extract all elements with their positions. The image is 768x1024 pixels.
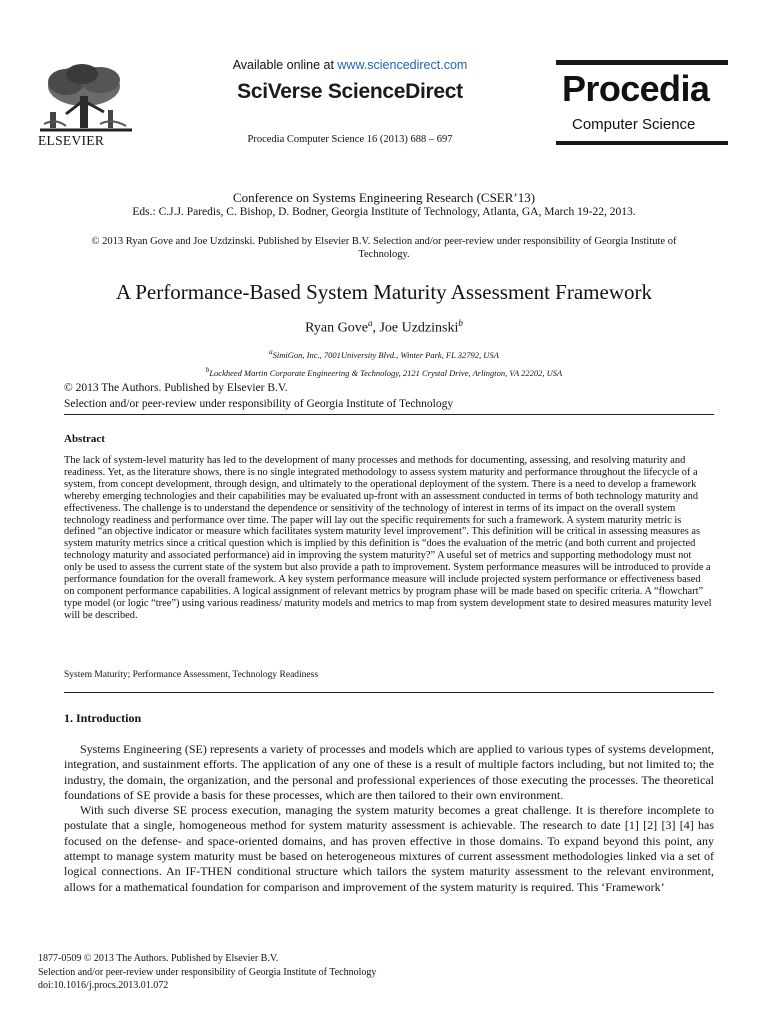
abstract-body xyxy=(64,455,712,622)
author-list xyxy=(40,318,728,337)
platform-name: SciVerse ScienceDirect xyxy=(237,80,463,103)
abstract-paragraph: The lack of system-level maturity has led to the development of many processes and methods for documenting, assessing, and resolving maturity and readiness. Yet, as the literature shows, there is no single integrated methodology to assess system maturity and performance throughout the lifecycle of a system, from concept development, through design, and ultimately to the operational deployment of the system. There is a need to develop a framework whereby emerging technologies and their capabilities may be evaluated up-front with an assessment conducted in terms of both technology maturity and effectiveness. The challenge is to understand the dependence or sensitivity of the technology of interest in terms of its impact on the overall system technology readiness and performance over time. The paper will lay out the specific requirements for such a framework. A system maturity metric is defined “an objective indicator or measure which facilitates system maturity level improvement”. This definition will be critical in assessing measures as system maturity metrics since a critical question which is implied by this definition is “does the evaluation of the metric (and both current and projected technology maturity and associated performance) aid in improving the system maturity?” A useful set of metrics and supporting methodology must not only be used to assess the current state of the system but also provide a path to improvement. System performance measures will be introduced to provide a performance foundation for the overall framework. A key system performance measure will include projected system performance or effectiveness based on component performance capabilities. A logical assignment of relevant metrics by program phase will be made based on specific criteria. A “flowchart” type model (or logic “tree”) using various readiness/ maturity models and metrics to map from system development state to desired measures maturity level will be described. xyxy=(64,455,712,621)
affiliation-mark: b xyxy=(205,366,210,374)
brand-bottom-rule xyxy=(556,141,728,145)
footer-issn: 1877-0509 © 2013 The Authors. Published by Elsevier B.V. xyxy=(38,953,279,964)
conference-name: Conference on Systems Engineering Research (CSER’13) xyxy=(232,190,536,205)
author-separator: , xyxy=(372,320,380,336)
available-prefix: Available online at xyxy=(232,58,338,72)
author-affiliation-mark: b xyxy=(458,318,463,328)
keywords: System Maturity; Performance Assessment, Technology Readiness xyxy=(64,670,319,680)
footer-doi[interactable]: doi:10.1016/j.procs.2013.01.072 xyxy=(38,980,169,992)
procedia-subtitle: Computer Science xyxy=(572,116,696,133)
section-heading-introduction: 1. Introduction xyxy=(64,711,142,725)
author-name: Ryan Gove xyxy=(305,320,368,336)
brand-top-rule xyxy=(556,60,728,65)
affiliation-text: SimiGon, Inc., 7001University Blvd., Winter Park, FL 32792, USA xyxy=(272,349,499,360)
authors-copyright: © 2013 The Authors. Published by Elsevier B.V. xyxy=(64,382,288,394)
footer-peer-review: Selection and/or peer-review under responsibility of Georgia Institute of Technology xyxy=(38,966,377,978)
sciencedirect-link[interactable]: www.sciencedirect.com xyxy=(337,58,468,72)
affiliation-mark: a xyxy=(269,348,273,356)
intro-paragraph: Systems Engineering (SE) represents a variety of processes and models which are applied to various types of systems development, integration, and sustainment efforts. The application of any one of these is a result of multiple factors including, but not limited to; the industry, the domain, the organization, and the personal and professional experiences of those executing the processes. The theoretical foundations of SE provide a basis for these processes, which are then tailored to their own environment. xyxy=(64,742,714,802)
peer-review-statement: Selection and/or peer-review under responsibility of Georgia Institute of Technology xyxy=(64,398,454,410)
affiliation-text: Lockheed Martin Corporate Engineering & Technology, 2121 Crystal Drive, Arlington, VA 22202, USA xyxy=(209,367,563,378)
abstract-heading: Abstract xyxy=(64,433,105,445)
affiliation-b xyxy=(40,366,728,378)
author-affiliation-mark: a xyxy=(367,318,373,328)
paper-title: A Performance-Based System Maturity Assessment Framework xyxy=(116,280,652,304)
page-footer xyxy=(38,952,376,993)
divider xyxy=(64,692,714,693)
divider xyxy=(64,414,714,415)
conference-copyright: © 2013 Ryan Gove and Joe Uzdzinski. Published by Elsevier B.V. Selection and/or peer-review under responsibility of Georgia Institute of Technology. xyxy=(91,236,677,260)
journal-reference: Procedia Computer Science 16 (2013) 688 – 697 xyxy=(247,134,453,145)
intro-paragraph: With such diverse SE process execution, managing the system maturity becomes a great challenge. It is therefore incomplete to postulate that a single, homogeneous method for system maturity assessment is achievable. The research to date [1] [2] [3] [4] has focused on the defense- and space-oriented domains, and has proven effective in those domains. To expand beyond this point, any attempt to manage system maturity must be based on heterogeneous mixtures of current assessment methodologies linked via a set of logical connections. An IF-THEN conditional structure which tailors the system maturity assessment to the relevant environment, allows for a mathematical foundation for comparison and improvement of the system maturity is required. This ‘Framework’ xyxy=(64,803,714,894)
procedia-logo: Procedia xyxy=(562,68,710,109)
available-online-line xyxy=(220,58,480,72)
author-name: Joe Uzdzinski xyxy=(379,320,459,336)
affiliation-a xyxy=(40,348,728,360)
conference-editors: Eds.: C.J.J. Paredis, C. Bishop, D. Bodner, Georgia Institute of Technology, Atlanta, GA, March 19-22, 2013. xyxy=(132,206,636,218)
publisher-name: ELSEVIER xyxy=(38,133,105,148)
introduction-body xyxy=(64,742,714,895)
